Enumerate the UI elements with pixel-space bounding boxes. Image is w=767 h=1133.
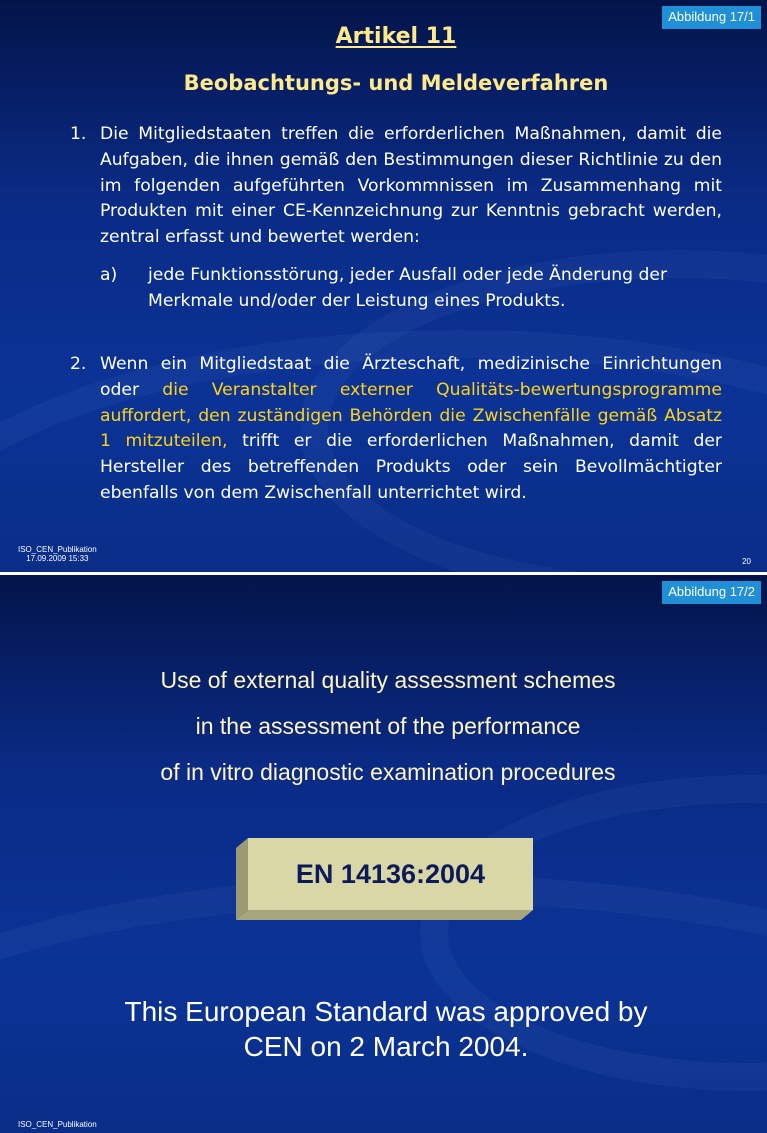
item-2-text-plain: trifft er die erforderlichen Maßnahmen, damit der Hersteller des betreffenden Produkts oder sein Bevollmächtigter ebenfalls von dem Zwischenfall unterrichtet wird. bbox=[100, 431, 722, 503]
footer-publication-name: ISO_CEN_Publikation bbox=[18, 545, 97, 554]
item-2-text-plain: Wenn ein Mitgliedstaat die Ärzteschaft, medizinische Einrichtungen oder bbox=[100, 354, 722, 400]
footer-publication bbox=[18, 545, 97, 563]
item-2-text-highlight: die Veranstalter externer Qualitäts-bewertungsprogramme auffordert, den zuständigen Behörden die Zwischenfälle gemäß Absatz 1 mitzuteilen, bbox=[100, 379, 722, 452]
slide-2 bbox=[0, 575, 767, 1133]
footer-date: 17.09.2009 15:33 bbox=[26, 554, 89, 563]
approval-line: CEN on 2 March 2004. bbox=[243, 1031, 529, 1062]
sub-item-text: jede Funktionsstörung, jeder Ausfall oder jede Änderung der Merkmale und/oder der Leistung eines Produkts. bbox=[148, 265, 668, 311]
slide-heading-line: of in vitro diagnostic examination procedures bbox=[160, 759, 616, 785]
figure-label: Abbildung 17/1 bbox=[662, 6, 761, 29]
sub-item-letter: a) bbox=[100, 265, 118, 285]
item-number: 2. bbox=[70, 354, 87, 374]
slide-heading-line: Use of external quality assessment schemes bbox=[160, 667, 616, 693]
standard-number: EN 14136:2004 bbox=[295, 858, 486, 889]
item-2-text bbox=[100, 352, 722, 507]
approval-line: This European Standard was approved by bbox=[124, 996, 648, 1027]
item-1-text: Die Mitgliedstaaten treffen die erforderlichen Maßnahmen, damit die Aufgaben, die ihnen gemäß den Bestimmungen dieser Richtlinie zu den im folgenden aufgeführten Vorkommnissen im Zusammenhang mit Produkten mit einer CE-Kennzeichnung zur Kenntnis gebracht werden, zentral erfasst und bewertet werden: bbox=[100, 124, 722, 248]
page-number: 20 bbox=[742, 557, 751, 566]
figure-label: Abbildung 17/2 bbox=[662, 581, 761, 604]
slide-subtitle: Beobachtungs- und Meldeverfahren bbox=[183, 71, 609, 95]
slide-title: Artikel 11 bbox=[335, 24, 457, 49]
standard-box bbox=[236, 838, 533, 920]
footer-publication-name: ISO_CEN_Publikation bbox=[18, 1120, 97, 1129]
slide-heading-line: in the assessment of the performance bbox=[195, 713, 581, 739]
item-number: 1. bbox=[70, 124, 87, 144]
